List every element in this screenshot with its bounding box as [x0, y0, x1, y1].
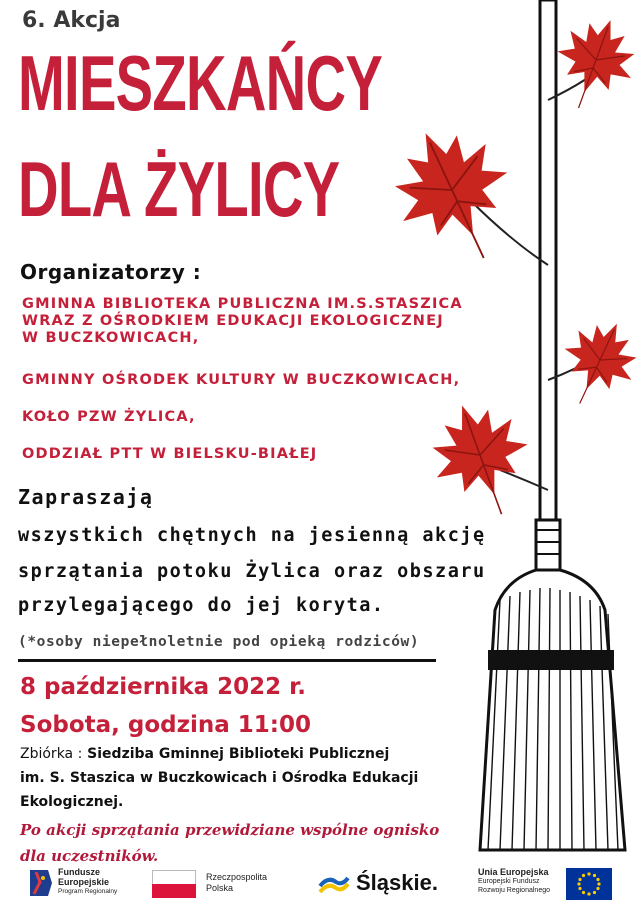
maple-leaf-icon [373, 109, 535, 282]
rp-line: Rzeczpospolita [206, 872, 268, 882]
rp-line: Polska [206, 883, 234, 893]
invitation-line: wszystkich chętnych na jesienną akcję [18, 525, 486, 546]
fe-line: Program Regionalny [58, 888, 118, 895]
invitation-line: przylegającego do jej koryta. [18, 595, 385, 616]
meeting-place: Siedziba Gminnej Biblioteki Publicznej [82, 746, 390, 762]
page-title-line2: DLA ŻYLICY [18, 145, 340, 233]
slaskie-icon [318, 872, 350, 896]
organizers-label: Organizatorzy : [20, 260, 202, 284]
organizer-line: W BUCZKOWICACH, [22, 330, 200, 346]
eu-flag-icon [566, 868, 612, 900]
ue-line: Europejski Fundusz [478, 878, 540, 885]
organizer-line: GMINNA BIBLIOTEKA PUBLICZNA IM.S.STASZICA [22, 296, 463, 312]
fundusze-europejskie-icon [28, 868, 54, 898]
rp-logo-text [206, 872, 267, 894]
organizer-pzw: KOŁO PZW ŻYLICA, [22, 409, 196, 425]
page-title-line1: MIESZKAŃCY [18, 39, 383, 127]
ue-line: Unia Europejska [478, 867, 549, 877]
event-time: Sobota, godzina 11:00 [20, 712, 312, 738]
maple-leaf-icon [417, 389, 547, 531]
meeting-point-line3: Ekologicznej. [20, 794, 124, 810]
event-date: 8 października 2022 r. [20, 674, 306, 700]
fe-line: Europejskie [58, 877, 110, 887]
invitation-heading: Zapraszają [18, 485, 154, 509]
meeting-point-line1 [20, 746, 389, 762]
bonfire-note-line1: Po akcji sprzątania przewidziane wspólne ognisko [20, 821, 440, 839]
event-edition: 6. Akcja [22, 8, 121, 33]
meeting-point-line2: im. S. Staszica w Buczkowicach i Ośrodka Edukacji [20, 770, 419, 786]
invitation-line: sprzątania potoku Żylica oraz obszaru [18, 561, 486, 582]
ue-line: Rozwoju Regionalnego [478, 887, 550, 894]
fe-line: Fundusze [58, 867, 100, 877]
slaskie-logo-text: Śląskie. [356, 870, 438, 895]
organizer-library [22, 296, 463, 347]
polish-flag-icon [152, 870, 196, 898]
sponsor-logos-bar [0, 862, 640, 905]
ue-logo-text [478, 868, 550, 895]
organizer-line: WRAZ Z OŚRODKIEM EDUKACJI EKOLOGICZNEJ [22, 313, 444, 329]
fe-logo-text [58, 867, 117, 897]
divider [18, 659, 436, 662]
meeting-label: Zbiórka : [20, 746, 83, 762]
organizer-cultural-center: GMINNY OŚRODEK KULTURY W BUCZKOWICACH, [22, 372, 461, 388]
maple-leaf-icon [546, 308, 640, 419]
minors-note: (*osoby niepełnoletnie pod opieką rodziców) [18, 634, 420, 650]
bonfire-note-line2: dla uczestników. [20, 847, 159, 865]
organizer-ptt: ODDZIAŁ PTT W BIELSKU-BIAŁEJ [22, 446, 318, 462]
